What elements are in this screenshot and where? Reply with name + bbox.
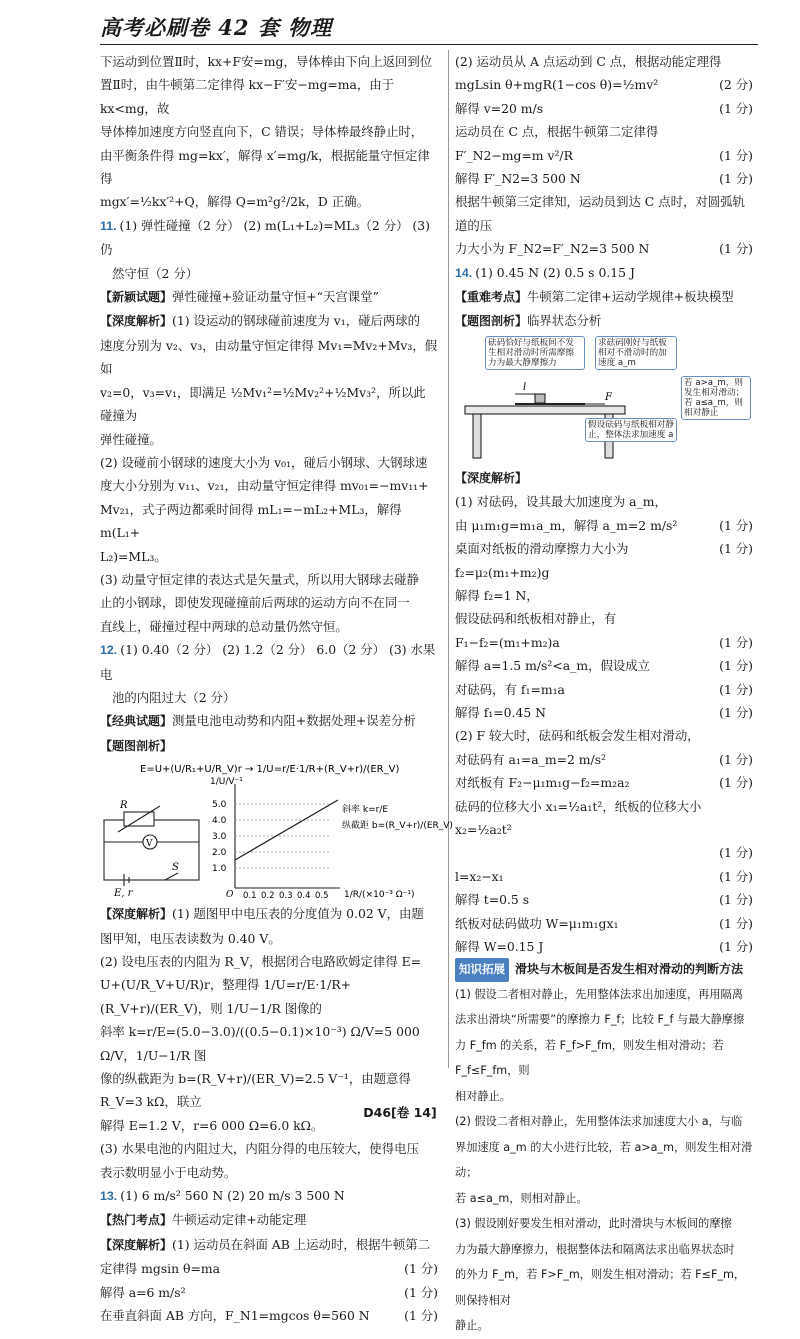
analysis-line: 桌面对纸板的滑动摩擦力大小为 f₂=μ₂(m₁+m₂)g [455,541,629,580]
q14-answer [455,261,753,285]
x-tick-label: 0.4 [297,891,311,902]
score-line [455,841,753,864]
q12-tag-line [100,709,438,733]
analysis-line: 对纸板有 F₂−μ₁m₁g−f₂=m₂a₂ [455,775,630,791]
tag-text: 牛顿运动定律+动能定理 [172,1212,307,1228]
score-line [455,724,753,747]
q13-answer-text: (1) 6 m/s² 560 N (2) 20 m/s 3 500 N [120,1188,345,1204]
analysis-line: 运动员在 C 点，根据牛顿第二定律得 [455,124,659,140]
score: (1 分) [719,658,753,674]
y-tick-label: 2.0 [212,848,227,859]
tip-line: (1) 假设二者相对静止，先用整体法求出加速度，再用隔离 [455,987,743,1001]
page-header: 高考必刷卷 42 套 物理 [100,15,333,40]
q12-number: 12. [100,643,118,658]
tag-label: 【深度解析】 [455,470,528,485]
score-line [455,795,753,842]
score-line [455,537,753,584]
score: (1 分) [719,517,753,533]
tag-text: 弹性碰撞+验证动量守恒+“天宫课堂” [172,289,379,305]
tag-label: 【题图剖析】 [100,738,173,753]
score: (1 分) [719,751,753,767]
score-line [455,771,753,794]
q14-table-figure [455,336,753,464]
q14-analysis-head [455,466,753,490]
tip-line: 力 F_fm 的关系，若 F_f>F_fm，则发生相对滑动；若 F_f≤F_fm，则 [455,1038,724,1078]
q10-line: 导体棒加速度方向竖直向下，C 错误；导体棒最终静止时， [100,124,424,140]
x-tick-label: 0.3 [279,891,293,902]
q14-tag-line [455,285,753,309]
analysis-line: 解得 a=1.5 m/s²<a_m，假设成立 [455,658,651,674]
graph-top-formula: E=U+(U/R₁+U/R_V)r → 1/U=r/E·1/R+(R_V+r)/(ER_V) [140,764,400,776]
y-ticks [212,800,330,874]
fig14-l: l [523,381,527,393]
score: (1 分) [404,1284,438,1300]
analysis-line: 解得 f₂=1 N， [455,587,539,603]
analysis-line: (2) 设碰前小钢球的速度大小为 v₀₁，碰后小钢球、大钢球速 [100,454,428,470]
score: (1 分) [719,241,753,257]
tip-line: 静止。 [455,1319,489,1333]
analysis-line: 对砝码有 a₁=a_m=2 m/s² [455,751,607,767]
score: (1 分) [719,704,753,720]
score-line [455,97,753,120]
analysis-line: 定律得 mgsin θ=ma [100,1261,221,1277]
analysis-line: 解得 W=0.15 J [455,939,544,954]
table-leg-left [473,414,481,458]
q12-answer-line: 池的内阻过大（2 分） [112,689,236,705]
origin-label: O [226,890,234,901]
score-line [100,1257,438,1280]
circuit-S-label: S [172,862,179,874]
tip-line: 力为最大静摩擦力，根据整体法和隔离法求出临界状态时 [455,1242,735,1256]
analysis-line: 止的小钢球，即使发现碰撞前后两球的运动方向不在同一 [100,595,410,611]
analysis-line: L₂)=ML₃。 [100,548,167,564]
analysis-line: 像的纵截距为 b=(R_V+r)/(ER_V)=2.5 V⁻¹，由题意得 R_V=3 kΩ，联立 [100,1071,411,1110]
analysis-line: 砝码的位移大小 x₁=½a₁t²，纸板的位移大小 x₂=½a₂t² [455,798,702,837]
score: (1 分) [719,681,753,697]
score-line [455,701,753,724]
tip-header [455,958,753,981]
q13-answer [100,1184,438,1208]
analysis-line: 纸板对砝码做功 W=μ₁m₁gx₁ [455,915,619,931]
tag-label: 【重难考点】 [455,290,528,305]
analysis-line: mgLsin θ+mgR(1−cos θ)=½mv² [455,77,659,93]
analysis-line: (1) 题图甲中电压表的分度值为 0.02 V，由题 [172,906,424,922]
score-line [455,865,753,888]
q14-analysis [455,490,753,958]
score-line [455,167,753,190]
analysis-line: 解得 E=1.2 V，r=6 000 Ω=6.0 kΩ。 [100,1117,324,1133]
analysis-line: 解得 F′_N2=3 500 N [455,171,581,187]
score: (1 分) [719,775,753,791]
note-max-static-friction: 砝码恰好与纸板间不发生相对滑动时所需摩擦力为最大静摩擦力 [485,336,585,370]
note-compare: 若 a>a_m，则发生相对滑动；若 a≤a_m，则相对静止 [681,376,751,420]
analysis-line: F′_N2−mg=m v²/R [455,147,573,163]
score: (1 分) [719,845,753,861]
analysis-line: (1) 运动员在斜面 AB 上运动时，根据牛顿第二 [172,1236,431,1252]
fit-line [235,800,338,860]
circuit-R-label: R [120,800,128,812]
score-line [455,514,753,537]
score-line [455,912,753,935]
analysis-line: 速度分别为 v₂、v₃，由动量守恒定律得 Mv₁=Mv₂+Mv₃，假如 [100,337,438,377]
x-ticks [243,891,329,901]
q12-figure-tag [100,734,438,758]
tag-label: 【新颖试题】 [100,290,173,305]
tip-line: 法求出滑块“所需要”的摩擦力 F_f；比较 F_f 与最大静摩擦 [455,1013,745,1027]
score: (1 分) [719,171,753,187]
intercept-note: 纵截距 b=(R_V+r)/(ER_V) [342,821,453,832]
score: (1 分) [719,915,753,931]
q11-tag-line [100,285,438,309]
score: (2 分) [719,77,753,93]
table-top [465,406,625,414]
q14-figure-tag [455,309,753,333]
y-tick-label: 1.0 [212,864,227,875]
analysis-line: 由 μ₁m₁g=m₁a_m，解得 a_m=2 m/s² [455,517,678,533]
score: (1 分) [719,541,753,557]
q11-answer-line: 然守恒（2 分） [112,265,199,281]
tip-body [455,982,753,1339]
note-whole-method: 假设砝码与纸板相对静止，整体法求加速度 a [585,418,677,442]
left-column [100,50,453,1328]
analysis-line: Mv₂₁，式子两边都乘时间得 mL₁=−mL₂+ML₃，解得 m(L₁+ [100,501,402,541]
right-column [455,50,753,1339]
score: (1 分) [719,100,753,116]
analysis-line: 直线上，碰撞过程中两球的总动量仍然守恒。 [100,618,348,634]
q13-number: 13. [100,1189,118,1204]
analysis-line: v₂=0，v₃=v₁，即满足 ½Mv₁²=½Mv₂²+½Mv₃²，所以此碰撞为 [100,384,426,424]
analysis-line: (2) F 较大时，砝码和纸板会发生相对滑动， [455,728,700,744]
switch [165,873,178,880]
analysis-line: (1) 对砝码，设其最大加速度为 a_m， [455,494,667,510]
q12-answer-line: (1) 0.40（2 分） (2) 1.2（2 分） 6.0（2 分） (3) 水果电 [100,642,436,682]
score-line [455,190,753,237]
y-axis-label: 1/U/V⁻¹ [210,777,243,788]
tip-badge: 知识拓展 [455,958,509,981]
x-tick-label: 0.5 [315,891,329,902]
column-divider [448,50,449,1068]
score-line [455,584,753,607]
analysis-line: (2) 运动员从 A 点运动到 C 点，根据动能定理得 [455,54,722,69]
analysis-line: F₁−f₂=(m₁+m₂)a [455,634,560,650]
tag-label: 【经典试题】 [100,714,173,729]
page-footer: D46[卷 14] [363,1105,437,1120]
y-tick-label: 3.0 [212,832,227,843]
tag-text: 牛顿第二定律+运动学规律+板块模型 [527,289,734,305]
q12-answer [100,638,438,686]
analysis-line: (2) 设电压表的内阻为 R_V，根据闭合电路欧姆定律得 E= [100,954,422,969]
score-line [455,120,753,143]
score-line [455,490,753,513]
fig14-F: F [605,391,612,403]
score-line [100,1304,438,1327]
score: (1 分) [719,147,753,163]
tip-line: 相对静止。 [455,1089,511,1103]
q12-analysis [100,902,438,926]
q11-answer-line: (1) 弹性碰撞（2 分） (2) m(L₁+L₂)=ML₃（2 分） (3) 仍 [100,217,430,258]
q13-continued [455,50,753,261]
score-line [455,631,753,654]
analysis-line: 假设砝码和纸板相对静止，有 [455,611,617,627]
score-line [455,935,753,958]
q10-line: mgx′=½kx′²+Q，解得 Q=m²g²/2k，D 正确。 [100,194,369,210]
tip-line: 若 a≤a_m，则相对静止。 [455,1191,588,1205]
tag-label: 【题图剖析】 [455,314,528,329]
tag-label: 【深度解析】 [100,907,173,922]
q13-tag-line [100,1208,438,1232]
score: (1 分) [719,892,753,908]
q11-number: 11. [100,218,117,233]
q10-line: 由平衡条件得 mg=kx′，解得 x′=mg/k，根据能量守恒定律得 [100,147,430,187]
score: (1 分) [404,1308,438,1324]
analysis-line: 对砝码，有 f₁=m₁a [455,681,565,697]
score-line [100,1281,438,1304]
analysis-line: (3) 动量守恒定律的表达式是矢量式，所以用大钢球去碰静 [100,571,419,587]
q12-graph-figure [100,760,453,902]
score-line [455,73,753,96]
score: (1 分) [719,868,753,884]
q14-answer-text: (1) 0.45 N (2) 0.5 s 0.15 J [475,264,635,280]
analysis-line: 力大小为 F_N2=F′_N2=3 500 N [455,241,650,257]
analysis-line: 斜率 k=r/E=(5.0−3.0)/((0.5−0.1)×10⁻³) Ω/V=5 000 Ω/V，1/U−1/R 图 [100,1024,420,1063]
score-line [455,654,753,677]
tag-label: 【深度解析】 [100,1237,173,1252]
tag-text: 临界状态分析 [527,313,602,329]
q11-answer [100,214,438,262]
score-line [455,678,753,701]
score: (1 分) [719,939,753,954]
analysis-line: 解得 v=20 m/s [455,100,544,116]
analysis-line: 弹性碰撞。 [100,431,162,447]
x-tick-label: 0.1 [243,891,257,902]
analysis-line: U+(U/R_V+U/R)r，整理得 1/U=r/E·1/R+(R_V+r)/(ER_V)，则 1/U−1/R 图像的 [100,977,352,1016]
circuit-Er-label: E, r [114,888,133,900]
tip-line: 的外力 F_m，若 F>F_m，则发生相对滑动；若 F≤F_m，则保持相对 [455,1268,746,1307]
analysis-line: 根据牛顿第三定律知，运动员到达 C 点时，对圆弧轨道的压 [455,194,745,233]
score-line [455,237,753,260]
tag-label: 【热门考点】 [100,1213,173,1228]
analysis-line: 解得 a=6 m/s² [100,1284,186,1300]
q11-analysis [100,309,438,333]
circuit-V-label: V [146,839,153,850]
y-tick-label: 5.0 [212,800,227,811]
analysis-line: 解得 f₁=0.45 N [455,704,547,720]
score-line [455,144,753,167]
tag-label: 【深度解析】 [100,314,173,329]
score: (1 分) [404,1261,438,1277]
analysis-line: (3) 水果电池的内阻过大，内阻分得的电压较大，使得电压 [100,1141,419,1157]
score: (1 分) [719,634,753,650]
q10-line: 置Ⅱ时，由牛顿第二定律得 kx−F′安−mg=ma，由于 kx<mg，故 [100,77,395,116]
score-line [455,607,753,630]
score-line [455,888,753,911]
tip-title: 滑块与木板间是否发生相对滑动的判断方法 [515,962,744,977]
analysis-line: (1) 设运动的钢球碰前速度为 v₁，碰后两球的 [172,313,421,329]
slope-note: 斜率 k=r/E [342,805,389,816]
analysis-line: 在垂直斜面 AB 方向，F_N1=mgcos θ=560 N [100,1308,370,1324]
q14-number: 14. [455,265,473,280]
tip-line: (3) 假设刚好要发生相对滑动，此时滑块与木板间的摩擦 [455,1217,732,1231]
note-critical-accel: 求砝码刚好与纸板相对不滑动时的加速度 a_m [595,336,677,370]
score-line [455,50,753,73]
tag-text: 测量电池电动势和内阻+数据处理+误差分析 [172,713,416,729]
analysis-line: 解得 t=0.5 s [455,892,530,908]
q10-line: 下运动到位置Ⅱ时，kx+F安=mg，导体棒由下向上返回到位 [100,54,433,69]
header-rule [100,44,758,45]
analysis-line: 表示数明显小于电动势。 [100,1164,237,1180]
tip-line: 界加速度 a_m 的大小进行比较，若 a>a_m，则发生相对滑动； [455,1140,753,1180]
x-axis-label: 1/R/(×10⁻³ Ω⁻¹) [344,890,415,901]
tip-line: (2) 假设二者相对静止，先用整体法求加速度大小 a，与临 [455,1115,743,1129]
analysis-line: l=x₂−x₁ [455,868,504,884]
x-tick-label: 0.2 [261,891,275,902]
analysis-line: 度大小分别为 v₁₁、v₂₁，由动量守恒定律得 mv₀₁=−mv₁₁+ [100,478,429,494]
score-line [455,748,753,771]
q13-analysis [100,1233,438,1257]
y-tick-label: 4.0 [212,816,227,827]
analysis-line: 图甲知，电压表读数为 0.40 V。 [100,930,281,946]
